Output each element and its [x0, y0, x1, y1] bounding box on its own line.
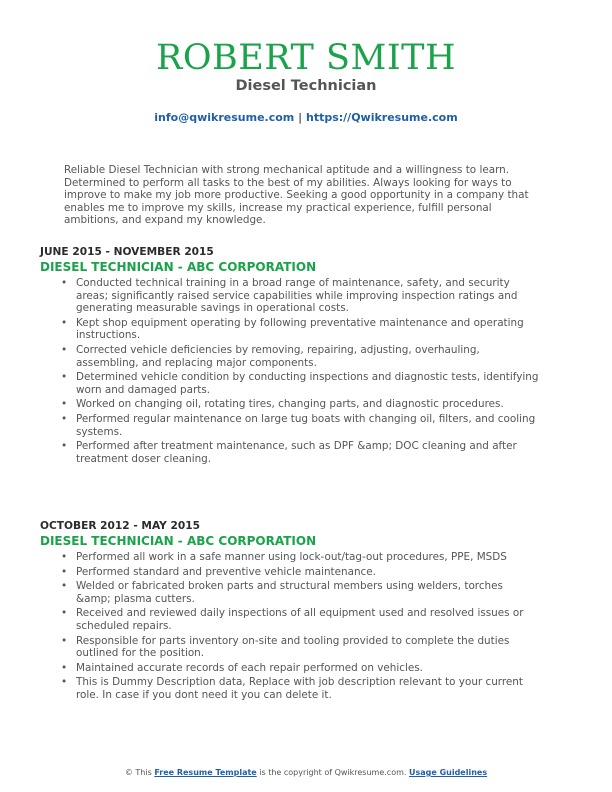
job-title: DIESEL TECHNICIAN - ABC CORPORATION [40, 534, 317, 548]
contact-separator: | [298, 111, 303, 124]
usage-guidelines-link[interactable]: Usage Guidelines [408, 768, 488, 777]
free-resume-template-link[interactable]: Free Resume Template [154, 768, 257, 777]
job-title: DIESEL TECHNICIAN - ABC CORPORATION [40, 260, 317, 274]
job-dates: OCTOBER 2012 - MAY 2015 [40, 520, 200, 532]
job-bullet: • This is Dummy Description data, Replace with job description relevant to your current role. In case if you dont need it you can delete it. [40, 676, 540, 701]
job-bullet: • Corrected vehicle deficiencies by removing, repairing, adjusting, overhauling, assembling, and replacing major components. [40, 344, 540, 369]
job-entry [40, 245, 540, 467]
job-bullet: • Received and reviewed daily inspections of all equipment used and resolved issues or scheduled repairs. [40, 607, 540, 632]
job-bullet: • Welded or fabricated broken parts and structural members using welders, torches &amp; plasma cutters. [40, 580, 540, 605]
job-bullet: • Maintained accurate records of each repair performed on vehicles. [40, 662, 540, 675]
job-dates: JUNE 2015 - NOVEMBER 2015 [40, 246, 214, 258]
contact-line [0, 111, 612, 124]
job-bullet: • Performed all work in a safe manner using lock-out/tag-out procedures, PPE, MSDS [40, 551, 540, 564]
footer [0, 768, 612, 777]
summary-paragraph: Reliable Diesel Technician with strong mechanical aptitude and a willingness to learn. Determined to perform all tasks to the best of my abilities. Always looking for ways to improve to make my job more productive. Seeking a good opportunity in a company that enables me to improve my skills, increase my practical experience, fulfill personal ambitions, and expand my knowledge. [64, 164, 529, 227]
job-entry [40, 519, 540, 704]
job-bullet: • Responsible for parts inventory on-site and tooling provided to complete the duties outlined for the position. [40, 635, 540, 660]
job-bullet: • Kept shop equipment operating by following preventative maintenance and operating instructions. [40, 317, 540, 342]
footer-middle: is the copyright of Qwikresume.com. [259, 768, 407, 777]
job-bullet: • Worked on changing oil, rotating tires, changing parts, and diagnostic procedures. [40, 398, 540, 411]
job-bullet: • Determined vehicle condition by conducting inspections and diagnostic tests, identifying worn and damaged parts. [40, 371, 540, 396]
candidate-role: Diesel Technician [235, 78, 377, 94]
email-link[interactable]: info@qwikresume.com [154, 111, 295, 124]
job-bullets [40, 277, 540, 465]
candidate-name: ROBERT SMITH [155, 38, 457, 78]
job-bullet: • Performed after treatment maintenance, such as DPF &amp; DOC cleaning and after treatment doser cleaning. [40, 440, 540, 465]
job-bullets [40, 551, 540, 702]
footer-prefix: © This [124, 768, 152, 777]
job-bullet: • Performed standard and preventive vehicle maintenance. [40, 566, 540, 579]
job-bullet: • Conducted technical training in a broad range of maintenance, safety, and security areas; significantly raised service capabilities while improving inspection ratings and generating measurable savings in operational costs. [40, 277, 540, 315]
website-link[interactable]: https://Qwikresume.com [305, 111, 458, 124]
job-bullet: • Performed regular maintenance on large tug boats with changing oil, filters, and cooling systems. [40, 413, 540, 438]
